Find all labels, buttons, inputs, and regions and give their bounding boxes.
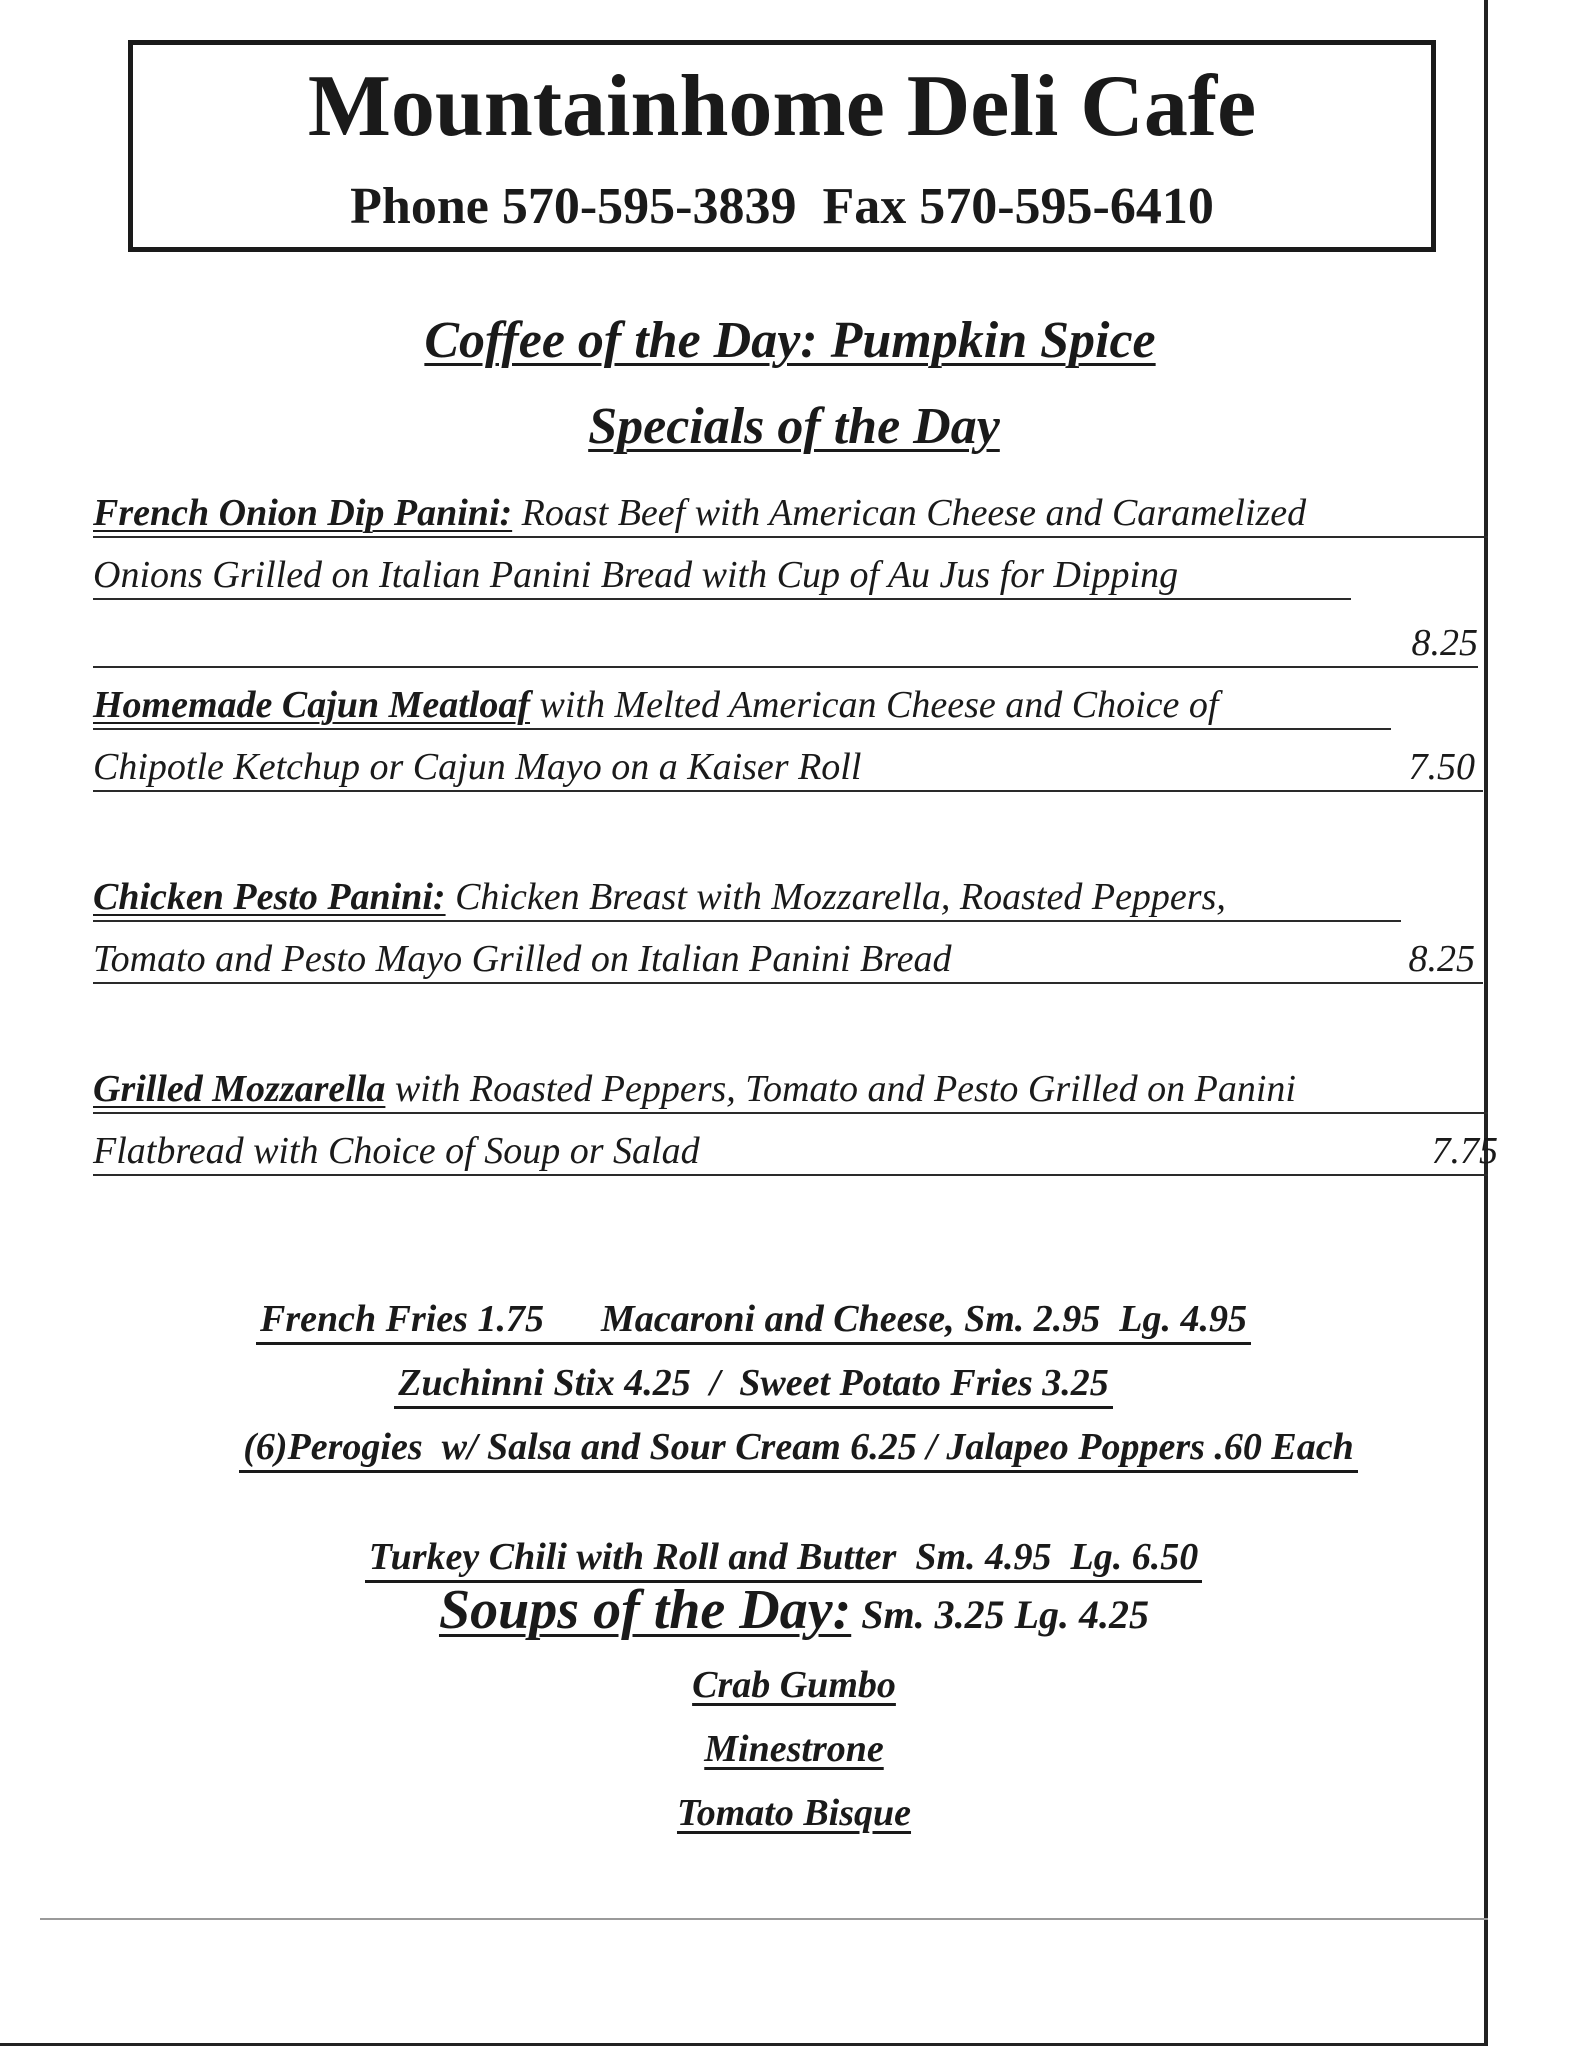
sides-line-3 (0, 1390, 1488, 1473)
special-3-price: 8.25 (1408, 938, 1475, 980)
soups-price: Sm. 3.25 Lg. 4.25 (861, 1592, 1150, 1637)
special-1-name: French Onion Dip Panini: (93, 492, 513, 534)
cafe-name: Mountainhome Deli Cafe (307, 58, 1257, 155)
special-2-desc-line2: Chipotle Ketchup or Cajun Mayo on a Kaiser Roll (93, 746, 862, 788)
soup-item-3: Tomato Bisque (676, 1792, 912, 1834)
special-3-line2 (93, 940, 1483, 984)
sides-zucchini-sweet-potato: Zuchinni Stix 4.25 / Sweet Potato Fries 3.25 (394, 1364, 1112, 1409)
special-1-price: 8.25 (1411, 622, 1478, 664)
special-4-desc: with Roasted Peppers, Tomato and Pesto Grilled on Panini (385, 1068, 1296, 1110)
special-1-line1 (93, 494, 1488, 538)
soup-item-2: Minestrone (704, 1728, 884, 1770)
special-1-line2: Onions Grilled on Italian Panini Bread with Cup of Au Jus for Dipping (93, 556, 1351, 600)
special-1-price-line (93, 624, 1478, 668)
header-box (128, 40, 1436, 252)
soups-heading-row (0, 1578, 1488, 1642)
chili-line (0, 1500, 1488, 1583)
special-2-line1 (93, 686, 1391, 730)
special-4-line1 (93, 1070, 1488, 1114)
special-2-line2 (93, 748, 1483, 792)
special-2-name: Homemade Cajun Meatloaf (93, 684, 530, 726)
special-3-name: Chicken Pesto Panini: (93, 876, 446, 918)
specials-heading: Specials of the Day (588, 398, 1000, 455)
sides-fries-mac: French Fries 1.75 Macaroni and Cheese, Sm. 2.95 Lg. 4.95 (256, 1300, 1251, 1345)
sides-perogies-poppers: (6)Perogies w/ Salsa and Sour Cream 6.25 / Jalapeo Poppers .60 Each (239, 1428, 1358, 1473)
special-3-desc-line2: Tomato and Pesto Mayo Grilled on Italian Panini Bread (93, 938, 952, 980)
special-4-line2 (93, 1130, 1498, 1176)
contact-numbers: Phone 570-595-3839 Fax 570-595-6410 (350, 178, 1214, 235)
special-4-desc-line2: Flatbread with Choice of Soup or Salad (93, 1130, 700, 1172)
special-4-price: 7.75 (1431, 1130, 1498, 1172)
special-3-desc: Chicken Breast with Mozzarella, Roasted Peppers, (445, 876, 1226, 918)
coffee-of-the-day: Coffee of the Day: Pumpkin Spice (424, 312, 1156, 369)
special-4-name: Grilled Mozzarella (93, 1068, 386, 1110)
soups-title: Soups of the Day: (438, 1579, 852, 1641)
footer-divider (40, 1918, 1488, 1920)
turkey-chili: Turkey Chili with Roll and Butter Sm. 4.95 Lg. 6.50 (365, 1538, 1202, 1583)
special-3-line1 (93, 878, 1401, 922)
special-1-desc: Roast Beef with American Cheese and Caramelized (512, 492, 1307, 534)
special-2-price: 7.50 (1408, 746, 1475, 788)
special-2-desc: with Melted American Cheese and Choice of (530, 684, 1219, 726)
soup-item-1: Crab Gumbo (692, 1664, 896, 1706)
